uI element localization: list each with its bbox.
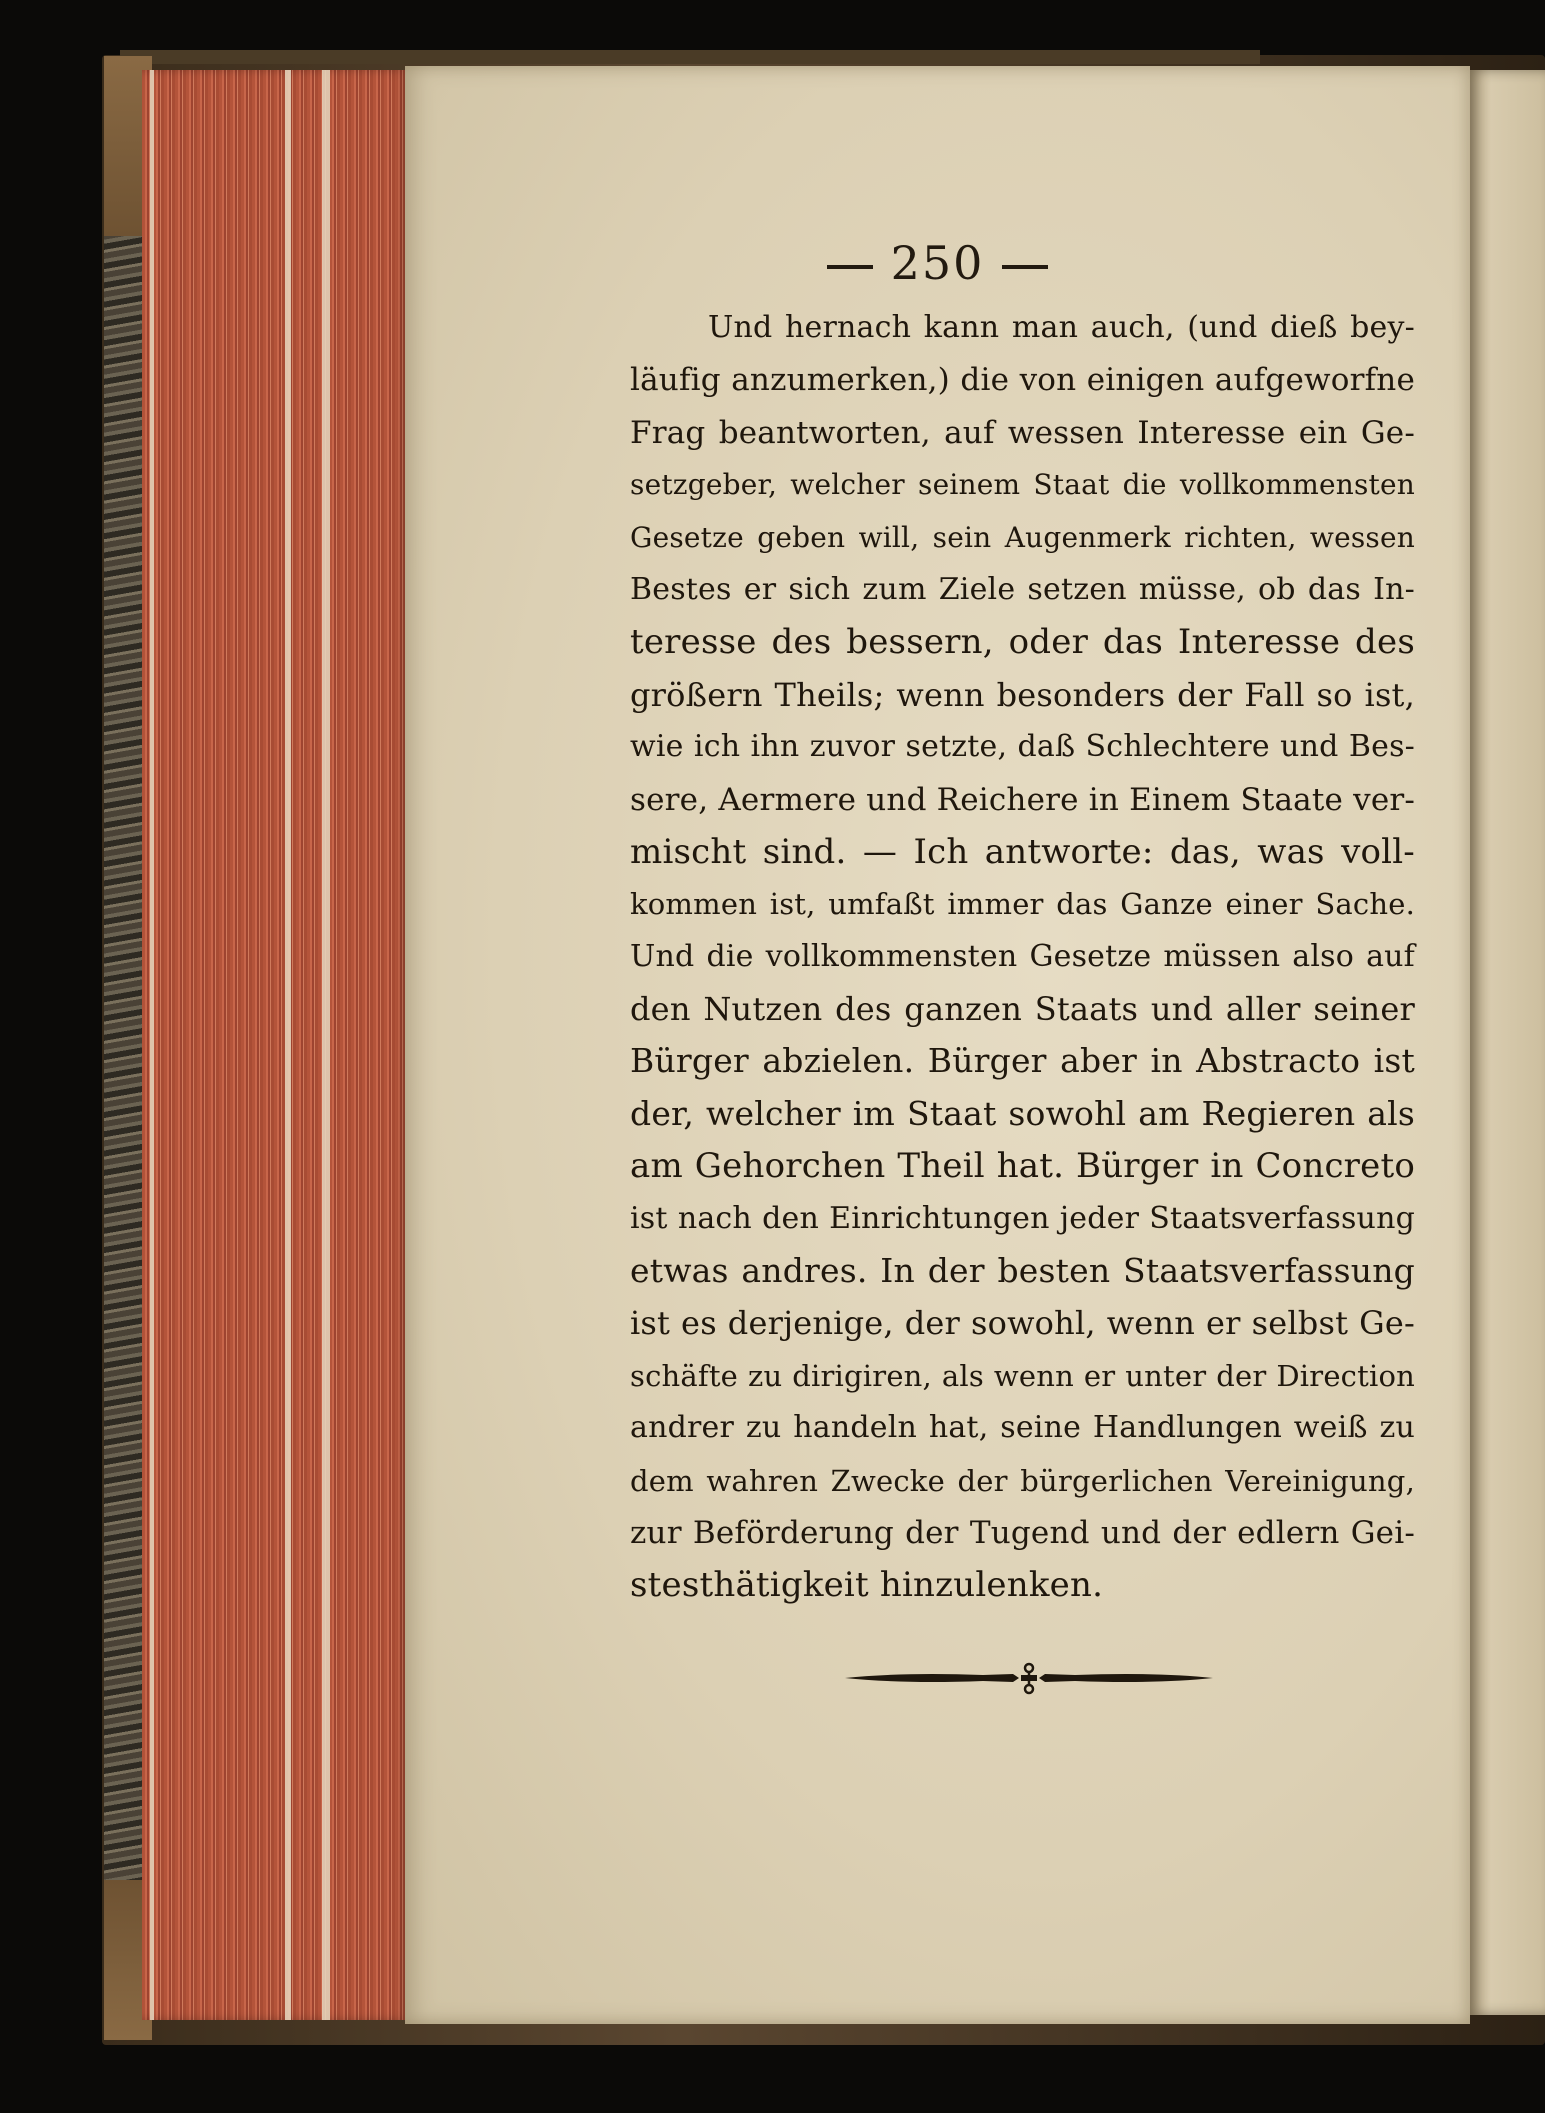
- book-top-edge: [120, 50, 1260, 64]
- text-line: am Gehorchen Theil hat. Bürger in Concreto: [630, 1146, 1415, 1187]
- text-line: Und die vollkommensten Gesetze müssen also auf: [630, 938, 1415, 974]
- page-edge-light-band: [322, 70, 330, 2020]
- text-line: wie ich ihn zuvor setzte, daß Schlechtere und Bes-: [630, 729, 1415, 765]
- text-line: dem wahren Zwecke der bürgerlichen Vereinigung,: [630, 1463, 1415, 1498]
- text-line: teresse des bessern, oder das Interesse des: [630, 622, 1415, 663]
- text-line: setzgeber, welcher seinem Staat die vollkommensten: [630, 468, 1415, 502]
- dash-right: [1002, 265, 1048, 269]
- text-line: ist nach den Einrichtungen jeder Staatsverfassung: [630, 1200, 1415, 1236]
- page-edge-light-band: [150, 70, 154, 2020]
- page-number-text: 250: [890, 236, 985, 290]
- text-line: größern Theils; wenn besonders der Fall so ist,: [630, 675, 1415, 714]
- text-line: Und hernach kann man auch, (und dieß bey-: [708, 310, 1415, 345]
- text-line: Bürger abzielen. Bürger aber in Abstracto ist: [630, 1041, 1415, 1081]
- text-line: kommen ist, umfaßt immer das Ganze einer Sache.: [630, 887, 1415, 922]
- text-line: Bestes er sich zum Ziele setzen müsse, ob das In-: [630, 571, 1415, 607]
- text-line: andrer zu handeln hat, seine Handlungen weiß zu: [630, 1410, 1415, 1446]
- text-line: stesthätigkeit hinzulenken.: [630, 1565, 1104, 1606]
- text-line: zur Beförderung der Tugend und der edlern Gei-: [630, 1514, 1415, 1551]
- text-line: schäfte zu dirigiren, als wenn er unter der Direction: [630, 1358, 1415, 1393]
- next-page-edge: [1468, 70, 1545, 2015]
- text-line: Gesetze geben will, sein Augenmerk richten, wessen: [630, 520, 1415, 554]
- text-line: läufig anzumerken,) die von einigen aufgeworfne: [630, 362, 1415, 399]
- red-page-edges: [142, 70, 408, 2020]
- body-text: [630, 302, 1415, 1612]
- tailpiece-ornament-icon: [843, 1660, 1215, 1696]
- text-line: der, welcher im Staat sowohl am Regieren als: [630, 1093, 1415, 1133]
- text-line: etwas andres. In der besten Staatsverfassung: [630, 1251, 1415, 1291]
- text-line: den Nutzen des ganzen Staats und aller seiner: [630, 990, 1415, 1029]
- page-number: [405, 236, 1470, 290]
- text-line: Frag beantworten, auf wessen Interesse ein Ge-: [630, 414, 1415, 451]
- dash-left: [827, 265, 873, 269]
- page-edge-light-band: [285, 70, 291, 2020]
- text-line: ist es derjenige, der sowohl, wenn er selbst Ge-: [630, 1304, 1415, 1343]
- text-line: mischt sind. — Ich antworte: das, was voll-: [630, 831, 1415, 872]
- text-line: sere, Aermere und Reichere in Einem Staate ver-: [630, 781, 1416, 818]
